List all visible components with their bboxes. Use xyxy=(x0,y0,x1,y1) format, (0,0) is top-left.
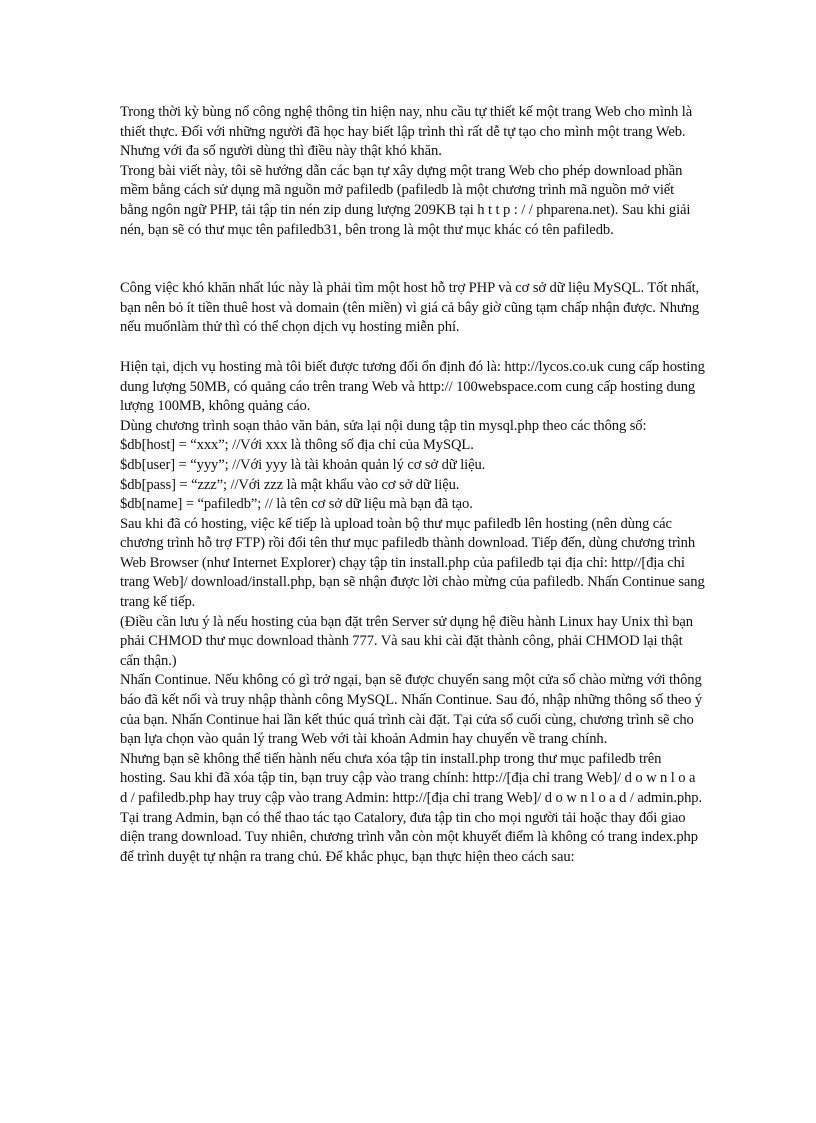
paragraph-chmod-note: (Điều cần lưu ý là nếu hosting của bạn đặt trên Server sử dụng hệ điều hành Linux hay Unix thì bạn phải CHMOD thư mục download thành 777. Và sau khi cài đặt thành công, phải CHMOD lại thật cẩn thận.) xyxy=(120,613,694,669)
paragraph-delete-install: Nhưng bạn sẽ không thể tiến hành nếu chưa xóa tập tin install.php trong thư mục pafiledb trên hosting. Sau khi đã xóa tập tin, bạn truy cập vào trang chính: http://[địa chỉ trang Web]/ d o w n l o a d / pafiledb.php hay truy cập vào trang Admin: http://[địa chỉ trang Web]/ d o w n l o a d / admin.php. xyxy=(120,750,703,806)
paragraph-pafiledb-overview: Trong bài viết này, tôi sẽ hướng dẫn các bạn tự xây dựng một trang Web cho phép download phần mềm bằng cách sử dụng mã nguồn mở pafiledb (pafiledb là một chương trình mã nguồn mở viết bằng ngôn ngữ PHP, tải tập tin nén zip dung lượng 209KB tại h t t p : / / phparena.net). Sau khi giải nén, bạn sẽ có thư mục tên pafiledb31, bên trong là một thư mục khác có tên pafiledb. xyxy=(120,162,691,238)
code-line-db-user: $db[user] = “yyy”; //Với yyy là tài khoản quản lý cơ sở dữ liệu. xyxy=(120,456,486,473)
paragraph-hosting-services: Hiện tại, dịch vụ hosting mà tôi biết được tương đối ổn định đó là: http://lycos.co.uk cung cấp hosting dung lượng 50MB, có quảng cáo trên trang Web và http:// 100webspace.com cung cấp hosting dung lượng 100MB, không quảng cáo. xyxy=(120,358,705,415)
paragraph-intro: Trong thời kỳ bùng nổ công nghệ thông tin hiện nay, nhu cầu tự thiết kế một trang Web cho mình là thiết thực. Đối với những người đã học hay biết lập trình thì rất dễ tự tạo cho mình một trang Web. Nhưng với đa số người dùng thì điều này thật khó khăn. xyxy=(120,104,693,160)
code-line-db-host: $db[host] = “xxx”; //Với xxx là thông số địa chỉ của MySQL. xyxy=(120,437,474,454)
paragraph-edit-mysql: Dùng chương trình soạn thảo văn bản, sửa lại nội dung tập tin mysql.php theo các thông số: xyxy=(120,417,647,434)
code-line-db-pass: $db[pass] = “zzz”; //Với zzz là mật khẩu vào cơ sở dữ liệu. xyxy=(120,476,460,493)
paragraph-upload-install: Sau khi đã có hosting, việc kế tiếp là upload toàn bộ thư mục pafiledb lên hosting (nên dùng các chương trình hỗ trợ FTP) rồi đổi tên thư mục pafiledb thành download. Tiếp đến, dùng chương trình Web Browser (như Internet Explorer) chạy tập tin install.php của pafiledb tại địa chỉ: http//[địa chỉ trang Web]/ download/install.php, bạn sẽ nhận được lời chào mừng của pafiledb. Nhấn Continue sang trang kế tiếp. xyxy=(120,515,705,611)
paragraph-spacer xyxy=(120,338,705,358)
code-line-db-name: $db[name] = “pafiledb”; // là tên cơ sở dữ liệu mà bạn đã tạo. xyxy=(120,496,473,513)
document-body xyxy=(120,103,705,867)
paragraph-continue-steps: Nhấn Continue. Nếu không có gì trở ngại, bạn sẽ được chuyển sang một cửa sổ chào mừng với thông báo đã kết nối và truy nhập thành công MySQL. Nhấn Continue. Sau đó, nhập những thông số theo ý của bạn. Nhấn Continue hai lần kết thúc quá trình cài đặt. Tại cửa sổ cuối cùng, chương trình sẽ cho bạn lựa chọn vào quản lý trang Web với tài khoản Admin hay chuyển về trang chính. xyxy=(120,672,703,748)
paragraph-admin-page: Tại trang Admin, bạn có thể thao tác tạo Catalory, đưa tập tin cho mọi người tải hoặc thay đổi giao diện trang download. Tuy nhiên, chương trình vẫn còn một khuyết điểm là không có trang index.php để trình duyệt tự nhận ra trang chủ. Để khắc phục, bạn thực hiện theo cách sau: xyxy=(120,809,698,865)
paragraph-hosting-requirement: Công việc khó khăn nhất lúc này là phải tìm một host hỗ trợ PHP và cơ sở dữ liệu MySQL. Tốt nhất, bạn nên bỏ ít tiền thuê host và domain (tên miền) vì giá cả bây giờ cũng tạm chấp nhận được. Nhưng nếu muốnlàm thử thì có thể chọn dịch vụ hosting miễn phí. xyxy=(120,280,700,336)
paragraph-spacer xyxy=(120,240,705,279)
